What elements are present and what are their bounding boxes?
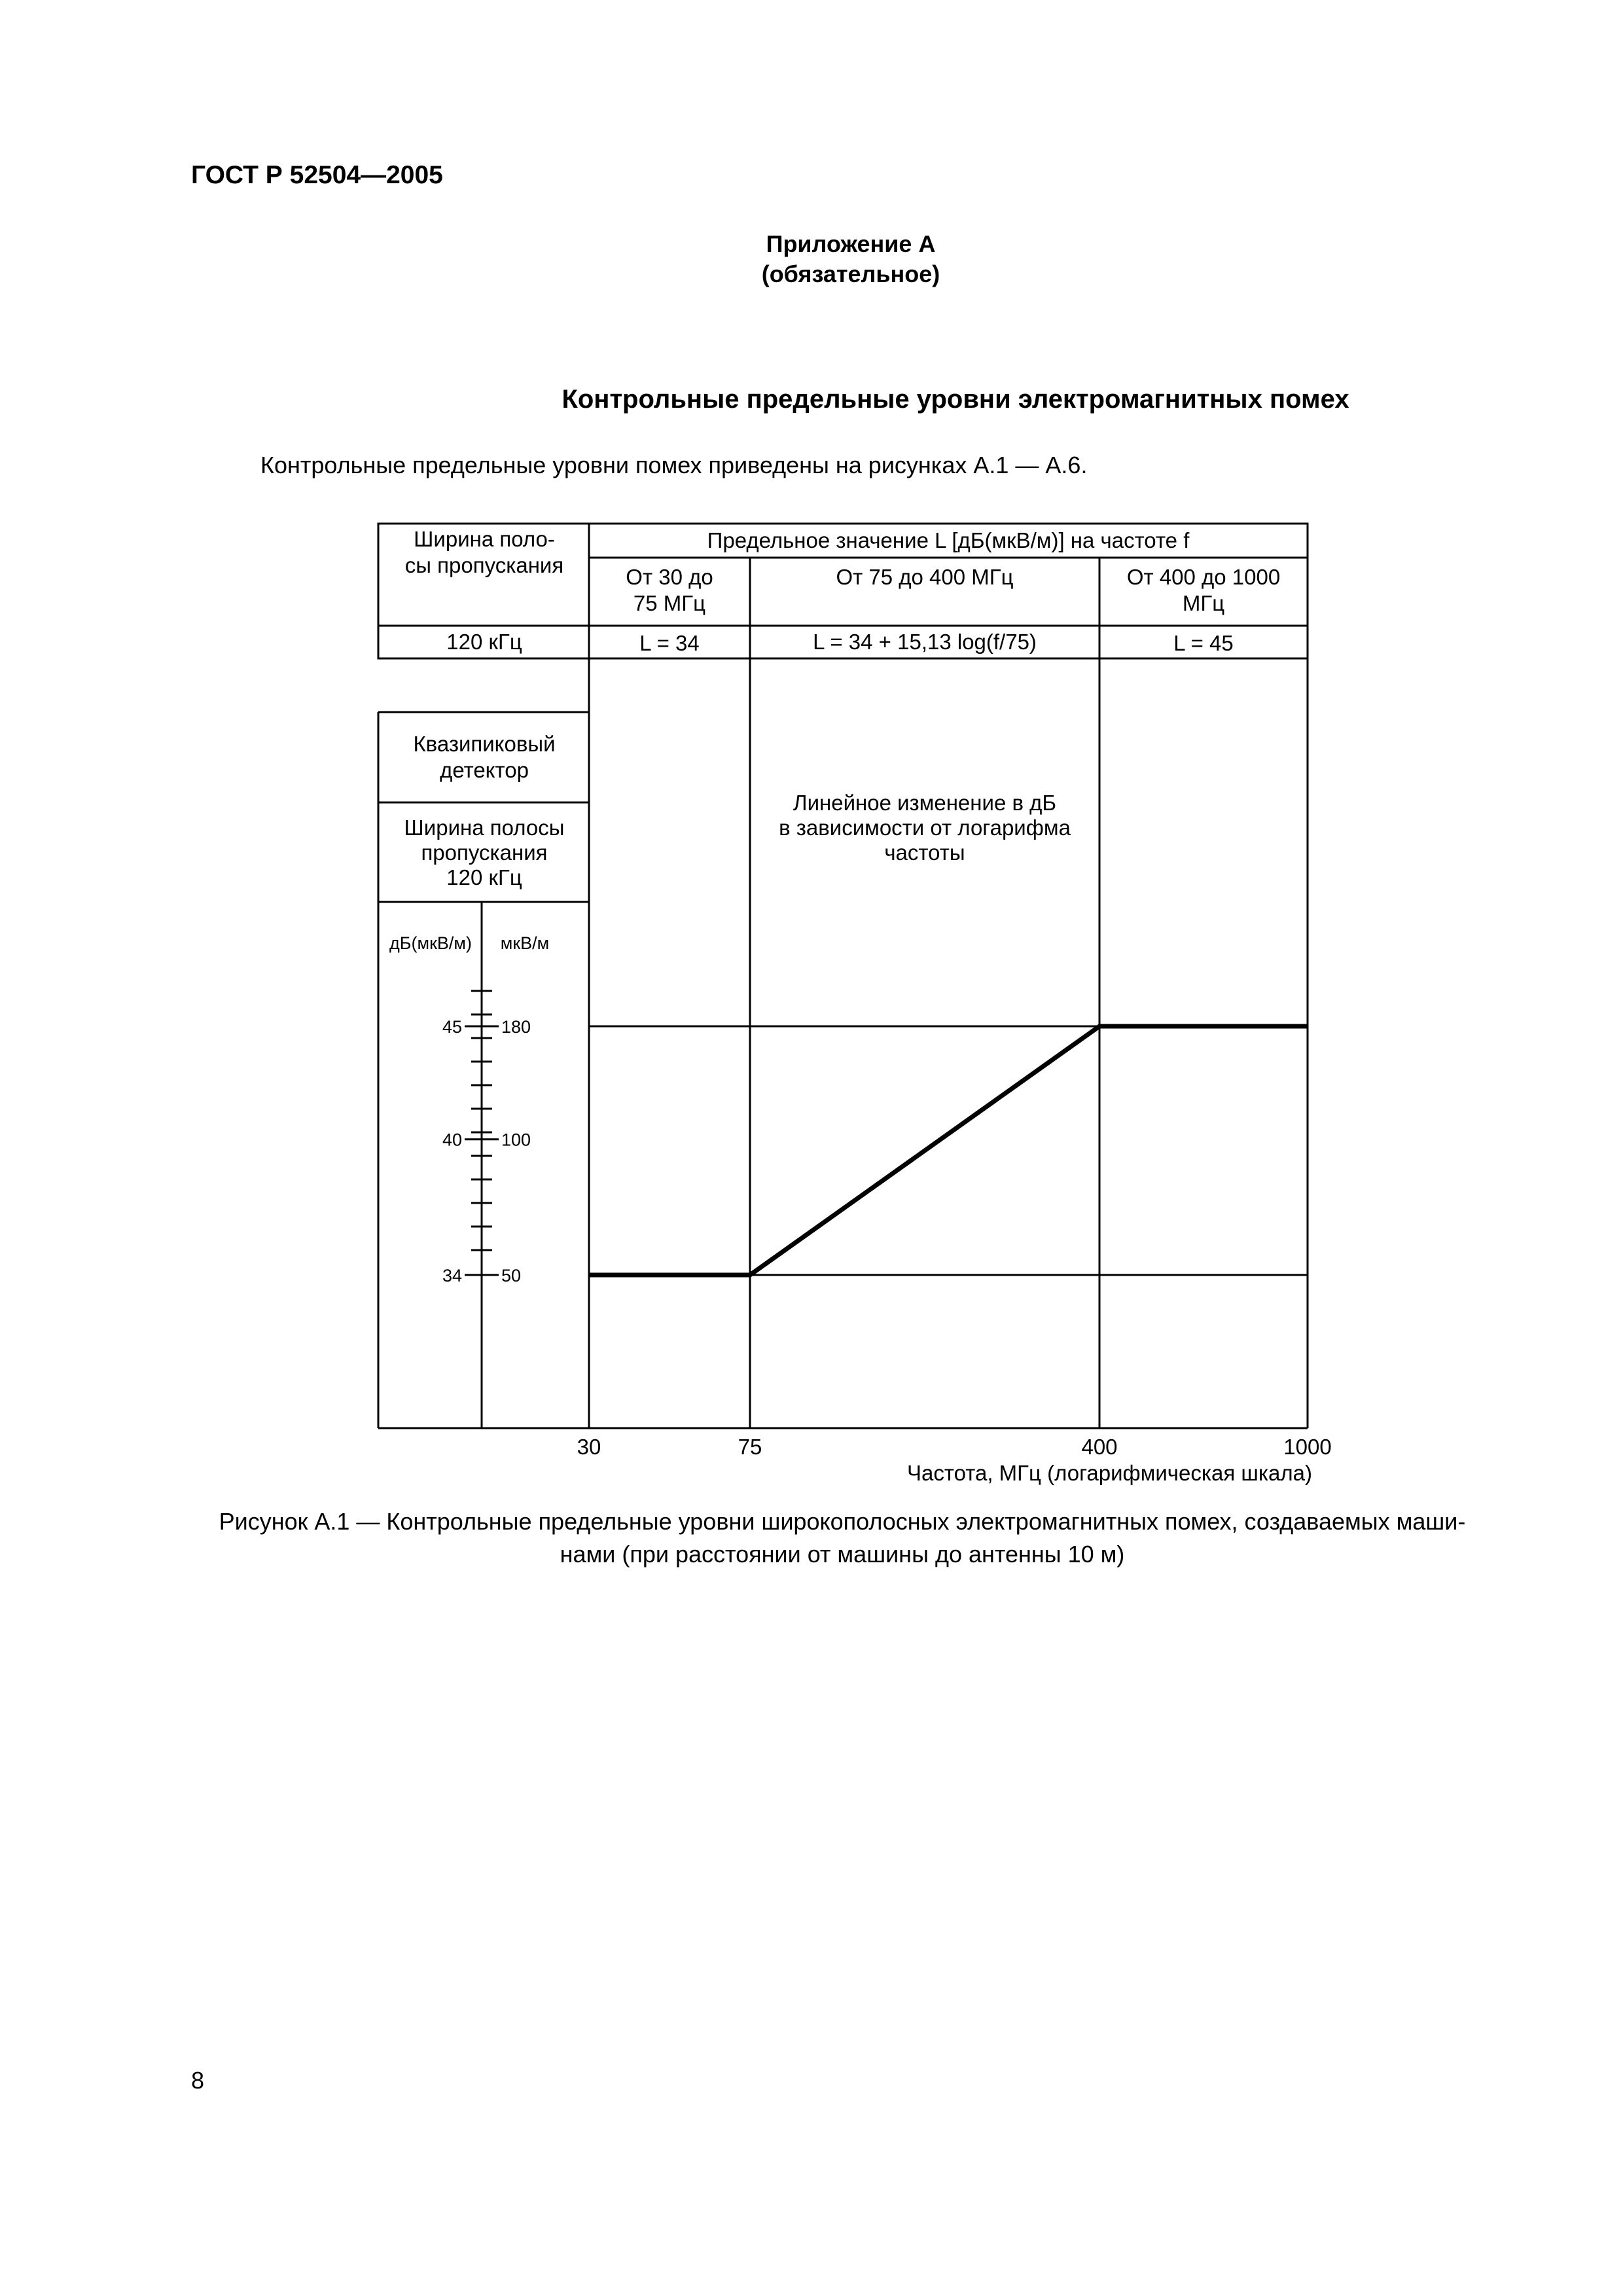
legend-bandwidth: 120 кГц: [446, 865, 522, 889]
y-tick-label-uv: 100: [501, 1130, 531, 1150]
table-range-1: От 30 до: [626, 565, 713, 589]
unit-uv-label: мкВ/м: [500, 933, 550, 953]
caption-line: Рисунок А.1 — Контрольные предельные уровни широкополосных электромагнитных помех, создаваемых маши-: [219, 1508, 1466, 1535]
table-limit-header: Предельное значение L [дБ(мкВ/м)] на частоте f: [707, 528, 1190, 552]
x-tick-label: 75: [738, 1435, 762, 1459]
table-formula-1: L = 34: [639, 631, 700, 655]
section-title: Контрольные предельные уровни электромагнитных помех: [562, 385, 1349, 414]
y-tick-label-uv: 50: [501, 1266, 522, 1285]
intro-paragraph: Контрольные предельные уровни помех приведены на рисунках А.1 — А.6.: [260, 452, 1088, 478]
y-tick-label-db: 45: [442, 1017, 462, 1037]
chart-annotation: в зависимости от логарифма: [779, 816, 1071, 840]
table-range-2: От 75 до 400 МГц: [836, 565, 1014, 589]
table-range-3: От 400 до 1000: [1126, 565, 1281, 589]
page-number: 8: [191, 2067, 205, 2094]
limit-line: [589, 1026, 1308, 1275]
table-formula-2: L = 34 + 15,13 log(f/75): [813, 630, 1037, 654]
legend-detector: Квазипиковый: [413, 732, 556, 756]
table-bandwidth-value: 120 кГц: [446, 630, 522, 654]
appendix-title: Приложение А: [766, 230, 936, 257]
unit-db-label: дБ(мкВ/м): [389, 933, 472, 953]
legend-bandwidth: пропускания: [421, 840, 548, 865]
table-bandwidth-header: сы пропускания: [404, 553, 564, 577]
caption-line: нами (при расстоянии от машины до антенны 10 м): [560, 1541, 1125, 1568]
chart-annotation: Линейное изменение в дБ: [793, 791, 1057, 815]
y-tick-label-db: 40: [442, 1130, 462, 1150]
legend-detector: детектор: [440, 758, 529, 782]
table-formula-3: L = 45: [1173, 631, 1234, 655]
x-axis-label: Частота, МГц (логарифмическая шкала): [907, 1461, 1312, 1485]
legend-bandwidth: Ширина полосы: [404, 816, 565, 840]
y-tick-label-db: 34: [442, 1266, 462, 1285]
table-range-3: МГц: [1182, 591, 1225, 615]
appendix-status: (обязательное): [761, 260, 940, 287]
standard-code: ГОСТ Р 52504—2005: [191, 161, 443, 189]
chart-annotation: частоты: [884, 840, 965, 865]
x-tick-label: 30: [577, 1435, 601, 1459]
figure-caption: [191, 1505, 1493, 1571]
table-bandwidth-header: Ширина поло-: [414, 527, 555, 551]
table-range-1: 75 МГц: [633, 591, 706, 615]
x-tick-label: 400: [1081, 1435, 1118, 1459]
y-tick-label-uv: 180: [501, 1017, 531, 1037]
x-tick-label: 1000: [1283, 1435, 1332, 1459]
